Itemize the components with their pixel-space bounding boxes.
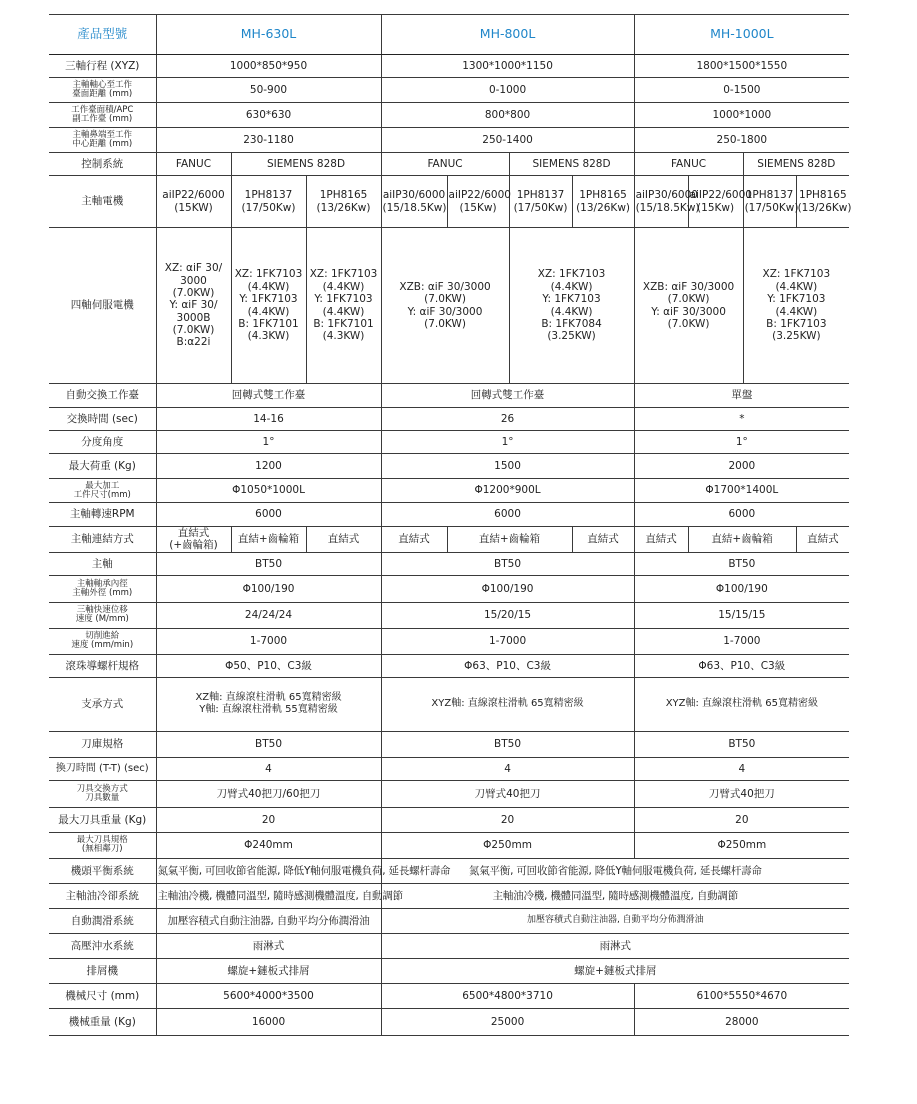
cell: FANUC [156,153,231,176]
spec-table [49,14,852,1036]
cell: 直結式 [381,527,447,553]
cell: 螺旋+鏈板式排屑 [381,958,849,983]
cell: 主軸油冷機, 機體同溫型, 隨時感測機體溫度, 自動調節 [156,883,381,908]
row-label: 控制系統 [49,153,156,176]
cell: 1PH8165 (13/26Kw) [796,176,849,228]
row-label: 自動潤滑系統 [49,908,156,933]
row-spindle-rpm [49,503,849,527]
cell: 回轉式雙工作臺 [156,384,381,408]
cell: 630*630 [156,103,381,128]
row-control [49,153,849,176]
row-dimensions [49,983,849,1008]
row-tool-qty [49,780,849,807]
cell: 直結+齒輪箱 [231,527,306,553]
row-label: 刀庫規格 [49,731,156,757]
row-tool-size [49,832,849,858]
model-mh-1000l: MH-1000L [634,15,849,55]
model-mh-630l: MH-630L [156,15,381,55]
cell: 230-1180 [156,128,381,153]
cell: SIEMENS 828D [509,153,634,176]
cell: 1-7000 [381,628,634,654]
cell: BT50 [381,731,634,757]
row-label: 機頭平衡系統 [49,858,156,883]
cell: Φ63、P10、C3級 [381,654,634,677]
row-spindle-table [49,78,849,103]
cell: 1° [156,431,381,454]
cell: 15/15/15 [634,602,849,628]
row-tool-change [49,757,849,780]
cell: Φ100/190 [634,575,849,602]
row-max-workpiece [49,479,849,503]
cell: Φ250mm [634,832,849,858]
row-label: 最大荷重 (Kg) [49,454,156,479]
cell: 加壓容積式自動注油器, 自動平均分佈潤滑油 [156,908,381,933]
cell: aiIP30/6000 (15/18.5Kw) [381,176,447,228]
cell: 1500 [381,454,634,479]
row-label: 機械重量 (Kg) [49,1008,156,1035]
cell: 1PH8165 (13/26Kw) [572,176,634,228]
cell: 刀臂式40把刀 [381,780,634,807]
cell: 800*800 [381,103,634,128]
cell: 1PH8137 (17/50Kw) [743,176,796,228]
row-label: 滾珠導螺杆規格 [49,654,156,677]
row-label: 機械尺寸 (mm) [49,983,156,1008]
cell: 直結式 (+齒輪箱) [156,527,231,553]
cell: 16000 [156,1008,381,1035]
cell: 50-900 [156,78,381,103]
cell: 單盤 [634,384,849,408]
cell: FANUC [381,153,509,176]
cell: 14-16 [156,408,381,431]
cell: XZ: 1FK7103 (4.4KW) Y: 1FK7103 (4.4KW) B: 1FK7084 (3.25KW) [509,228,634,384]
row-label: 四軸伺服電機 [49,228,156,384]
row-label: 主軸油冷卻系統 [49,883,156,908]
cell: 螺旋+鏈板式排屑 [156,958,381,983]
cell: Φ1050*1000L [156,479,381,503]
row-label: 主軸連結方式 [49,527,156,553]
cell: 1° [634,431,849,454]
row-ballscrew [49,654,849,677]
cell: XZB: αiF 30/3000 (7.0KW) Y: αiF 30/3000 (7.0KW) [634,228,743,384]
row-weight [49,1008,849,1035]
header-row [49,15,849,55]
cell: 刀臂式40把刀/60把刀 [156,780,381,807]
cell: FANUC [634,153,743,176]
cell: 1° [381,431,634,454]
cell: BT50 [634,552,849,575]
cell: Φ1200*900L [381,479,634,503]
cell: 5600*4000*3500 [156,983,381,1008]
row-support [49,677,849,731]
row-feed [49,628,849,654]
cell: 26 [381,408,634,431]
cell: 1PH8137 (17/50Kw) [509,176,572,228]
cell: Φ1700*1400L [634,479,849,503]
cell: Φ250mm [381,832,634,858]
cell: 直結式 [306,527,381,553]
row-coolant [49,933,849,958]
cell: 1-7000 [156,628,381,654]
cell: 28000 [634,1008,849,1035]
row-lube [49,908,849,933]
cell: 1300*1000*1150 [381,55,634,78]
cell: 雨淋式 [156,933,381,958]
cell: aiIP22/6000 (15KW) [156,176,231,228]
cell: XYZ軸: 直線滾柱滑軌 65寬精密級 [634,677,849,731]
cell: 20 [156,807,381,832]
row-servo [49,228,849,384]
cell: BT50 [381,552,634,575]
cell: Φ240mm [156,832,381,858]
cell: 250-1800 [634,128,849,153]
row-max-load [49,454,849,479]
cell: BT50 [156,552,381,575]
cell: * [634,408,849,431]
cell: 25000 [381,1008,634,1035]
row-magazine [49,731,849,757]
cell: 20 [634,807,849,832]
row-spindle [49,552,849,575]
cell: XZ: 1FK7103 (4.4KW) Y: 1FK7103 (4.4KW) B: 1FK7101 (4.3KW) [231,228,306,384]
cell: Φ50、P10、C3級 [156,654,381,677]
cell: 6000 [634,503,849,527]
row-label: 換刀時間 (T-T) (sec) [49,757,156,780]
row-table-area [49,103,849,128]
cell: XZ軸: 直線滾柱滑軌 65寬精密級 Y軸: 直線滾柱滑軌 55寬精密級 [156,677,381,731]
cell: 20 [381,807,634,832]
row-label: 主軸軸承內徑 主軸外徑 (mm) [49,575,156,602]
cell: 2000 [634,454,849,479]
cell: 直結式 [796,527,849,553]
row-label: 主軸 [49,552,156,575]
row-label: 支承方式 [49,677,156,731]
cell: 1000*1000 [634,103,849,128]
cell: 主軸油冷機, 機體同溫型, 隨時感測機體溫度, 自動調節 [381,883,849,908]
cell: 15/20/15 [381,602,634,628]
cell: 6100*5550*4670 [634,983,849,1008]
cell: 250-1400 [381,128,634,153]
row-label: 交換時間 (sec) [49,408,156,431]
cell: 4 [634,757,849,780]
row-label: 最大刀具重量 (Kg) [49,807,156,832]
row-label: 主軸電機 [49,176,156,228]
row-travel [49,55,849,78]
row-motor [49,176,849,228]
row-label: 分度角度 [49,431,156,454]
cell: Φ100/190 [381,575,634,602]
row-atc-table [49,384,849,408]
cell: 1800*1500*1550 [634,55,849,78]
row-exchange-time [49,408,849,431]
cell: 刀臂式40把刀 [634,780,849,807]
row-label: 自動交換工作臺 [49,384,156,408]
cell: BT50 [156,731,381,757]
cell: 雨淋式 [381,933,849,958]
row-rapid [49,602,849,628]
cell: 直結式 [634,527,688,553]
cell: 加壓容積式自動注油器, 自動平均分佈潤滑油 [381,908,849,933]
row-label: 排屑機 [49,958,156,983]
row-bearing [49,575,849,602]
cell: SIEMENS 828D [743,153,849,176]
cell: XZB: αiF 30/3000 (7.0KW) Y: αiF 30/3000 (7.0KW) [381,228,509,384]
cell: 直結+齒輪箱 [447,527,572,553]
cell: XZ: 1FK7103 (4.4KW) Y: 1FK7103 (4.4KW) B: 1FK7101 (4.3KW) [306,228,381,384]
cell: 6500*4800*3710 [381,983,634,1008]
cell: SIEMENS 828D [231,153,381,176]
cell: Φ100/190 [156,575,381,602]
cell: aiIP22/6000 (15Kw) [688,176,743,228]
row-label: 最大加工 工件尺寸(mm) [49,479,156,503]
cell: 氮氣平衡, 可回收節省能源, 降低Y軸伺服電機負荷, 延長螺杆壽命 [156,858,381,883]
cell: aiIP22/6000 (15Kw) [447,176,509,228]
cell: BT50 [634,731,849,757]
cell: 1000*850*950 [156,55,381,78]
row-label: 主軸轉速RPM [49,503,156,527]
cell: 回轉式雙工作臺 [381,384,634,408]
header-label: 產品型號 [49,15,156,55]
row-label: 三軸快速位移 速度 (M/mm) [49,602,156,628]
cell: Φ63、P10、C3級 [634,654,849,677]
row-label: 刀具交換方式 刀具數量 [49,780,156,807]
row-label: 切削進給 速度 (mm/min) [49,628,156,654]
cell: 1PH8165 (13/26Kw) [306,176,381,228]
cell: 氮氣平衡, 可回收節省能源, 降低Y軸伺服電機負荷, 延長螺杆壽命 [381,858,849,883]
cell: 4 [381,757,634,780]
cell: XYZ軸: 直線滾柱滑軌 65寬精密級 [381,677,634,731]
row-connection [49,527,849,553]
row-balance [49,858,849,883]
cell: XZ: 1FK7103 (4.4KW) Y: 1FK7103 (4.4KW) B: 1FK7103 (3.25KW) [743,228,849,384]
row-label: 主軸鼻端至工作 中心距離 (mm) [49,128,156,153]
row-label: 高壓沖水系統 [49,933,156,958]
row-label: 主軸軸心至工作 臺面距離 (mm) [49,78,156,103]
cell: 24/24/24 [156,602,381,628]
cell: 0-1000 [381,78,634,103]
cell: 6000 [381,503,634,527]
cell: 1200 [156,454,381,479]
cell: 6000 [156,503,381,527]
cell: 0-1500 [634,78,849,103]
row-nose-center [49,128,849,153]
row-tool-weight [49,807,849,832]
model-mh-800l: MH-800L [381,15,634,55]
cell: 直結+齒輪箱 [688,527,796,553]
row-label: 最大刀具規格 (無相鄰刀) [49,832,156,858]
row-label: 工作臺面積/APC 副工作臺 (mm) [49,103,156,128]
row-chip [49,958,849,983]
row-index-angle [49,431,849,454]
cell: 4 [156,757,381,780]
row-oil-cool [49,883,849,908]
cell: 直結式 [572,527,634,553]
cell: aiIP30/6000 (15/18.5Kw) [634,176,688,228]
cell: 1-7000 [634,628,849,654]
cell: 1PH8137 (17/50Kw) [231,176,306,228]
row-label: 三軸行程 (XYZ) [49,55,156,78]
cell: XZ: αiF 30/ 3000 (7.0KW) Y: αiF 30/ 3000B (7.0KW) B:α22i [156,228,231,384]
